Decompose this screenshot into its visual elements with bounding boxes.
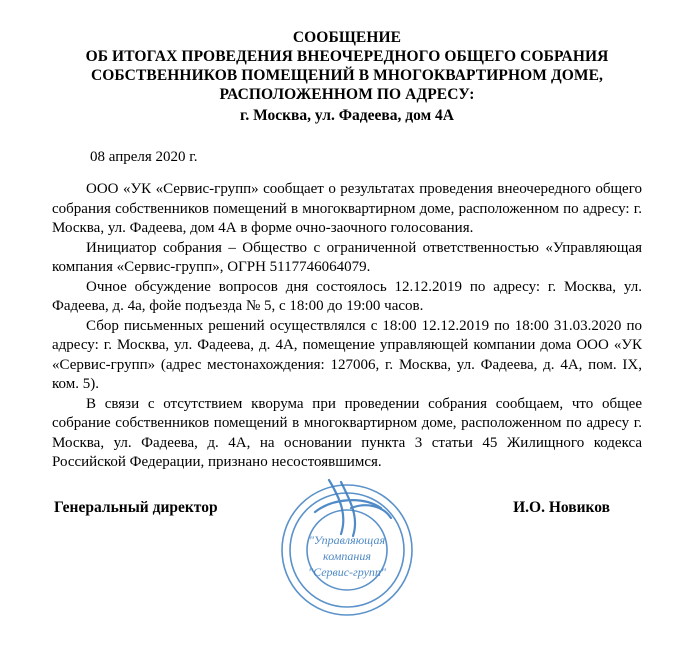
paragraph-2: Инициатор собрания – Общество с ограниченной ответственностью «Управляющая компания «Сервис-групп», ОГРН 5117746064079. [52,239,642,275]
paragraph-5: В связи с отсутствием кворума при проведении собрания сообщаем, что общее собрание собственников помещений в многоквартирном доме, расположенном по адресу г. Москва, ул. Фадеева, д. 4А, на основании пункта 3 статьи 45 Жилищного кодекса Российской Федерации, признано несостоявшимся. [52,395,642,470]
title-line-1: СООБЩЕНИЕ [292,29,402,46]
signatory-position: Генеральный директор [54,498,218,516]
company-stamp [255,472,455,632]
document-title [52,28,642,104]
document-address: г. Москва, ул. Фадеева, дом 4А [240,107,454,124]
stamp-line-2: компания [323,549,371,563]
paragraph-4: Сбор письменных решений осуществлялся с 18:00 12.12.2019 по 18:00 31.03.2020 по адресу: г. Москва, ул. Фадеева, д. 4А, помещение управляющей компании дома ООО «УК «Сервис-групп» (адрес местонахождения: 127006, г. Москва, ул. Фадеева, д. 4А, пом. IX, ком. 5). [52,317,642,392]
document-body [52,180,642,473]
paragraph-1: ООО «УК «Сервис-групп» сообщает о результатах проведения внеочередного общего собрания собственников помещений в многоквартирном доме, расположенном по адресу: г. Москва, ул. Фадеева, дом 4А в форме очно-заочного голосования. [52,181,642,236]
stamp-line-1: "Управляющая [308,533,386,547]
signature-block [52,499,642,517]
title-line-3: СОБСТВЕННИКОВ ПОМЕЩЕНИЙ В МНОГОКВАРТИРНОМ ДОМЕ, [90,67,604,84]
title-line-2: ОБ ИТОГАХ ПРОВЕДЕНИЯ ВНЕОЧЕРЕДНОГО ОБЩЕГО СОБРАНИЯ [85,48,609,65]
stamp-line-3: "Сервис-групп" [308,565,386,579]
title-line-4: РАСПОЛОЖЕННОМ ПО АДРЕСУ: [219,86,475,103]
signatory-name: И.О. Новиков [513,498,610,516]
document-date: 08 апреля 2020 г. [90,149,198,165]
paragraph-3: Очное обсуждение вопросов дня состоялось 12.12.2019 по адресу: г. Москва, ул. Фадеева, д. 4а, фойе подъезда № 5, с 18:00 до 19:00 часов. [52,278,642,314]
